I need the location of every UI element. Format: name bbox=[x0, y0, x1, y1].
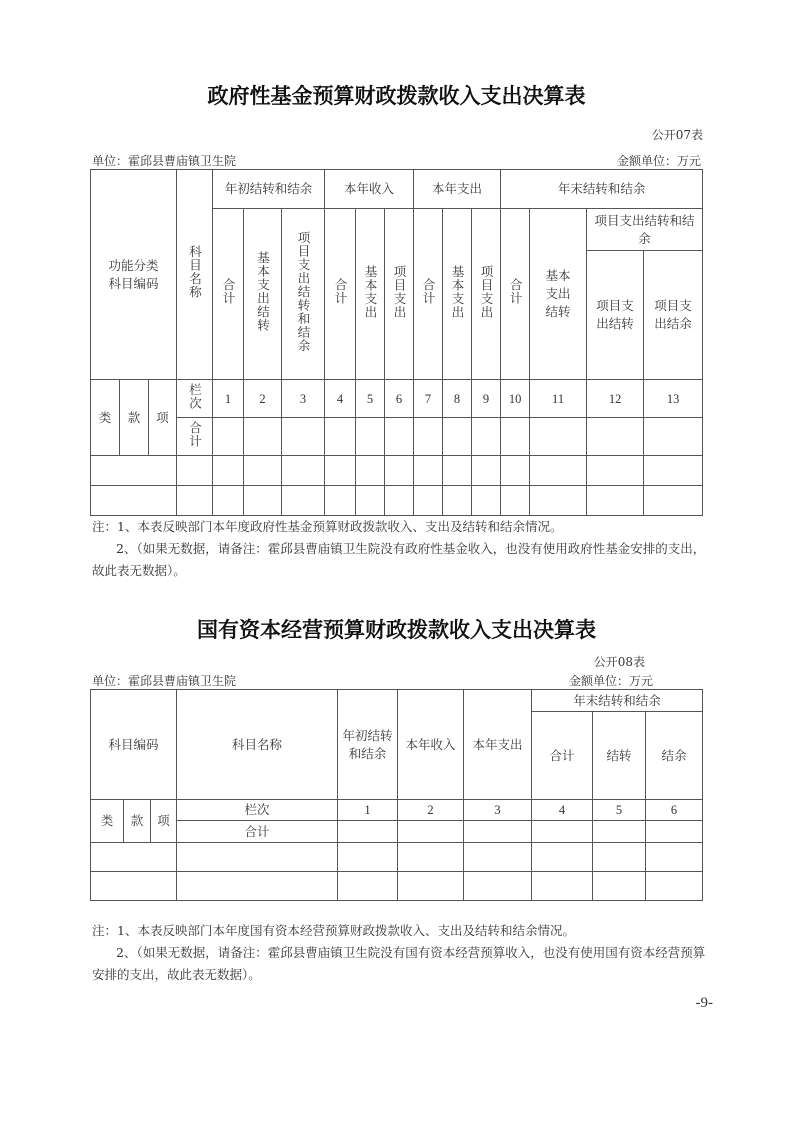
col-no-7: 7 bbox=[414, 380, 443, 418]
table1-title: 政府性基金预算财政拨款收入支出决算表 bbox=[207, 83, 586, 108]
col-no-5: 5 bbox=[593, 800, 646, 821]
header-income: 本年收入 bbox=[398, 690, 464, 800]
header-project-balance: 项目支出结转和结余 bbox=[587, 209, 703, 251]
header-xiang: 项 bbox=[149, 380, 177, 456]
header-column-no: 栏次 bbox=[177, 380, 213, 418]
header-subject-code: 科目编码 bbox=[91, 690, 177, 800]
table2-note-2: 2、（如果无数据，请备注：霍邱县曹庙镇卫生院没有国有资本经营预算收入，也没有使用国有资本经营预算安排的支出，故此表无数据）。 bbox=[92, 945, 706, 982]
table1 bbox=[90, 169, 703, 516]
header-begin-balance: 年初结转和结余 bbox=[338, 690, 398, 800]
table-row bbox=[91, 843, 703, 872]
col-no-1: 1 bbox=[338, 800, 398, 821]
header-kuan: 款 bbox=[120, 380, 149, 456]
table-row bbox=[91, 456, 703, 486]
col-no-2: 2 bbox=[244, 380, 282, 418]
table-row bbox=[91, 486, 703, 516]
header-expense: 本年支出 bbox=[464, 690, 532, 800]
table1-amount-unit: 金额单位：万元 bbox=[616, 154, 701, 168]
header-income: 本年收入 bbox=[325, 170, 414, 209]
col-no-3: 3 bbox=[464, 800, 532, 821]
table2-notes bbox=[92, 920, 712, 986]
col-no-13: 13 bbox=[644, 380, 703, 418]
header-xiang: 项 bbox=[151, 800, 177, 843]
table2-amount-unit: 金额单位：万元 bbox=[568, 674, 653, 688]
row-label-sum: 合计 bbox=[177, 418, 213, 456]
header-begin-basic: 基本支出结转 bbox=[244, 209, 282, 380]
col-no-6: 6 bbox=[646, 800, 703, 821]
header-income-total: 合计 bbox=[325, 209, 356, 380]
col-no-4: 4 bbox=[325, 380, 356, 418]
header-end-balance: 年末结转和结余 bbox=[532, 690, 703, 712]
header-kuan: 款 bbox=[124, 800, 151, 843]
header-income-project: 项目支出 bbox=[385, 209, 414, 380]
col-no-11: 11 bbox=[530, 380, 587, 418]
table-row bbox=[91, 872, 703, 901]
table2-title: 国有资本经营预算财政拨款收入支出决算表 bbox=[197, 617, 596, 642]
header-end-balance: 年末结转和结余 bbox=[501, 170, 703, 209]
table1-notes bbox=[92, 516, 712, 582]
col-no-4: 4 bbox=[532, 800, 593, 821]
table1-note-1: 注：1、本表反映部门本年度政府性基金预算财政拨款收入、支出及结转和结余情况。 bbox=[92, 519, 563, 534]
table2-note-1: 注：1、本表反映部门本年度国有资本经营预算财政拨款收入、支出及结转和结余情况。 bbox=[92, 923, 575, 938]
header-income-basic: 基本支出 bbox=[356, 209, 385, 380]
header-begin-project: 项目支出结转和结余 bbox=[282, 209, 325, 380]
col-no-1: 1 bbox=[213, 380, 244, 418]
header-column-no: 栏次 bbox=[177, 800, 338, 821]
row-label-sum: 合计 bbox=[177, 821, 338, 843]
table2-form-no: 公开08表 bbox=[593, 655, 645, 669]
header-lei: 类 bbox=[91, 800, 124, 843]
header-begin-balance: 年初结转和结余 bbox=[213, 170, 325, 209]
col-no-2: 2 bbox=[398, 800, 464, 821]
col-no-9: 9 bbox=[472, 380, 501, 418]
header-end-surplus: 结余 bbox=[646, 712, 703, 800]
col-no-3: 3 bbox=[282, 380, 325, 418]
header-end-total: 合计 bbox=[501, 209, 530, 380]
header-subject-name: 科目名称 bbox=[177, 690, 338, 800]
header-end-carry: 结转 bbox=[593, 712, 646, 800]
col-no-8: 8 bbox=[443, 380, 472, 418]
header-func-code: 功能分类科目编码 bbox=[91, 170, 177, 380]
header-end-basic: 基本支出结转 bbox=[530, 209, 587, 380]
header-project-surplus: 项目支出结余 bbox=[644, 251, 703, 380]
header-project-carry: 项目支出结转 bbox=[587, 251, 644, 380]
table1-form-no: 公开07表 bbox=[651, 128, 703, 142]
col-no-12: 12 bbox=[587, 380, 644, 418]
table1-note-2: 2、（如果无数据，请备注：霍邱县曹庙镇卫生院没有政府性基金收入，也没有使用政府性基金安排的支出，故此表无数据）。 bbox=[92, 541, 706, 578]
header-subject-name: 科目名称 bbox=[177, 170, 213, 380]
page-number: -9- bbox=[695, 995, 713, 1011]
table1-sum-row bbox=[91, 418, 703, 456]
header-begin-total: 合计 bbox=[213, 209, 244, 380]
table1-unit: 单位：霍邱县曹庙镇卫生院 bbox=[92, 154, 237, 168]
header-expense: 本年支出 bbox=[414, 170, 501, 209]
header-expense-project: 项目支出 bbox=[472, 209, 501, 380]
col-no-6: 6 bbox=[385, 380, 414, 418]
table2-sum-row bbox=[91, 821, 703, 843]
table2-unit: 单位：霍邱县曹庙镇卫生院 bbox=[92, 674, 237, 688]
header-expense-total: 合计 bbox=[414, 209, 443, 380]
header-expense-basic: 基本支出 bbox=[443, 209, 472, 380]
header-end-total: 合计 bbox=[532, 712, 593, 800]
col-no-5: 5 bbox=[356, 380, 385, 418]
col-no-10: 10 bbox=[501, 380, 530, 418]
header-lei: 类 bbox=[91, 380, 120, 456]
table2 bbox=[90, 689, 703, 901]
